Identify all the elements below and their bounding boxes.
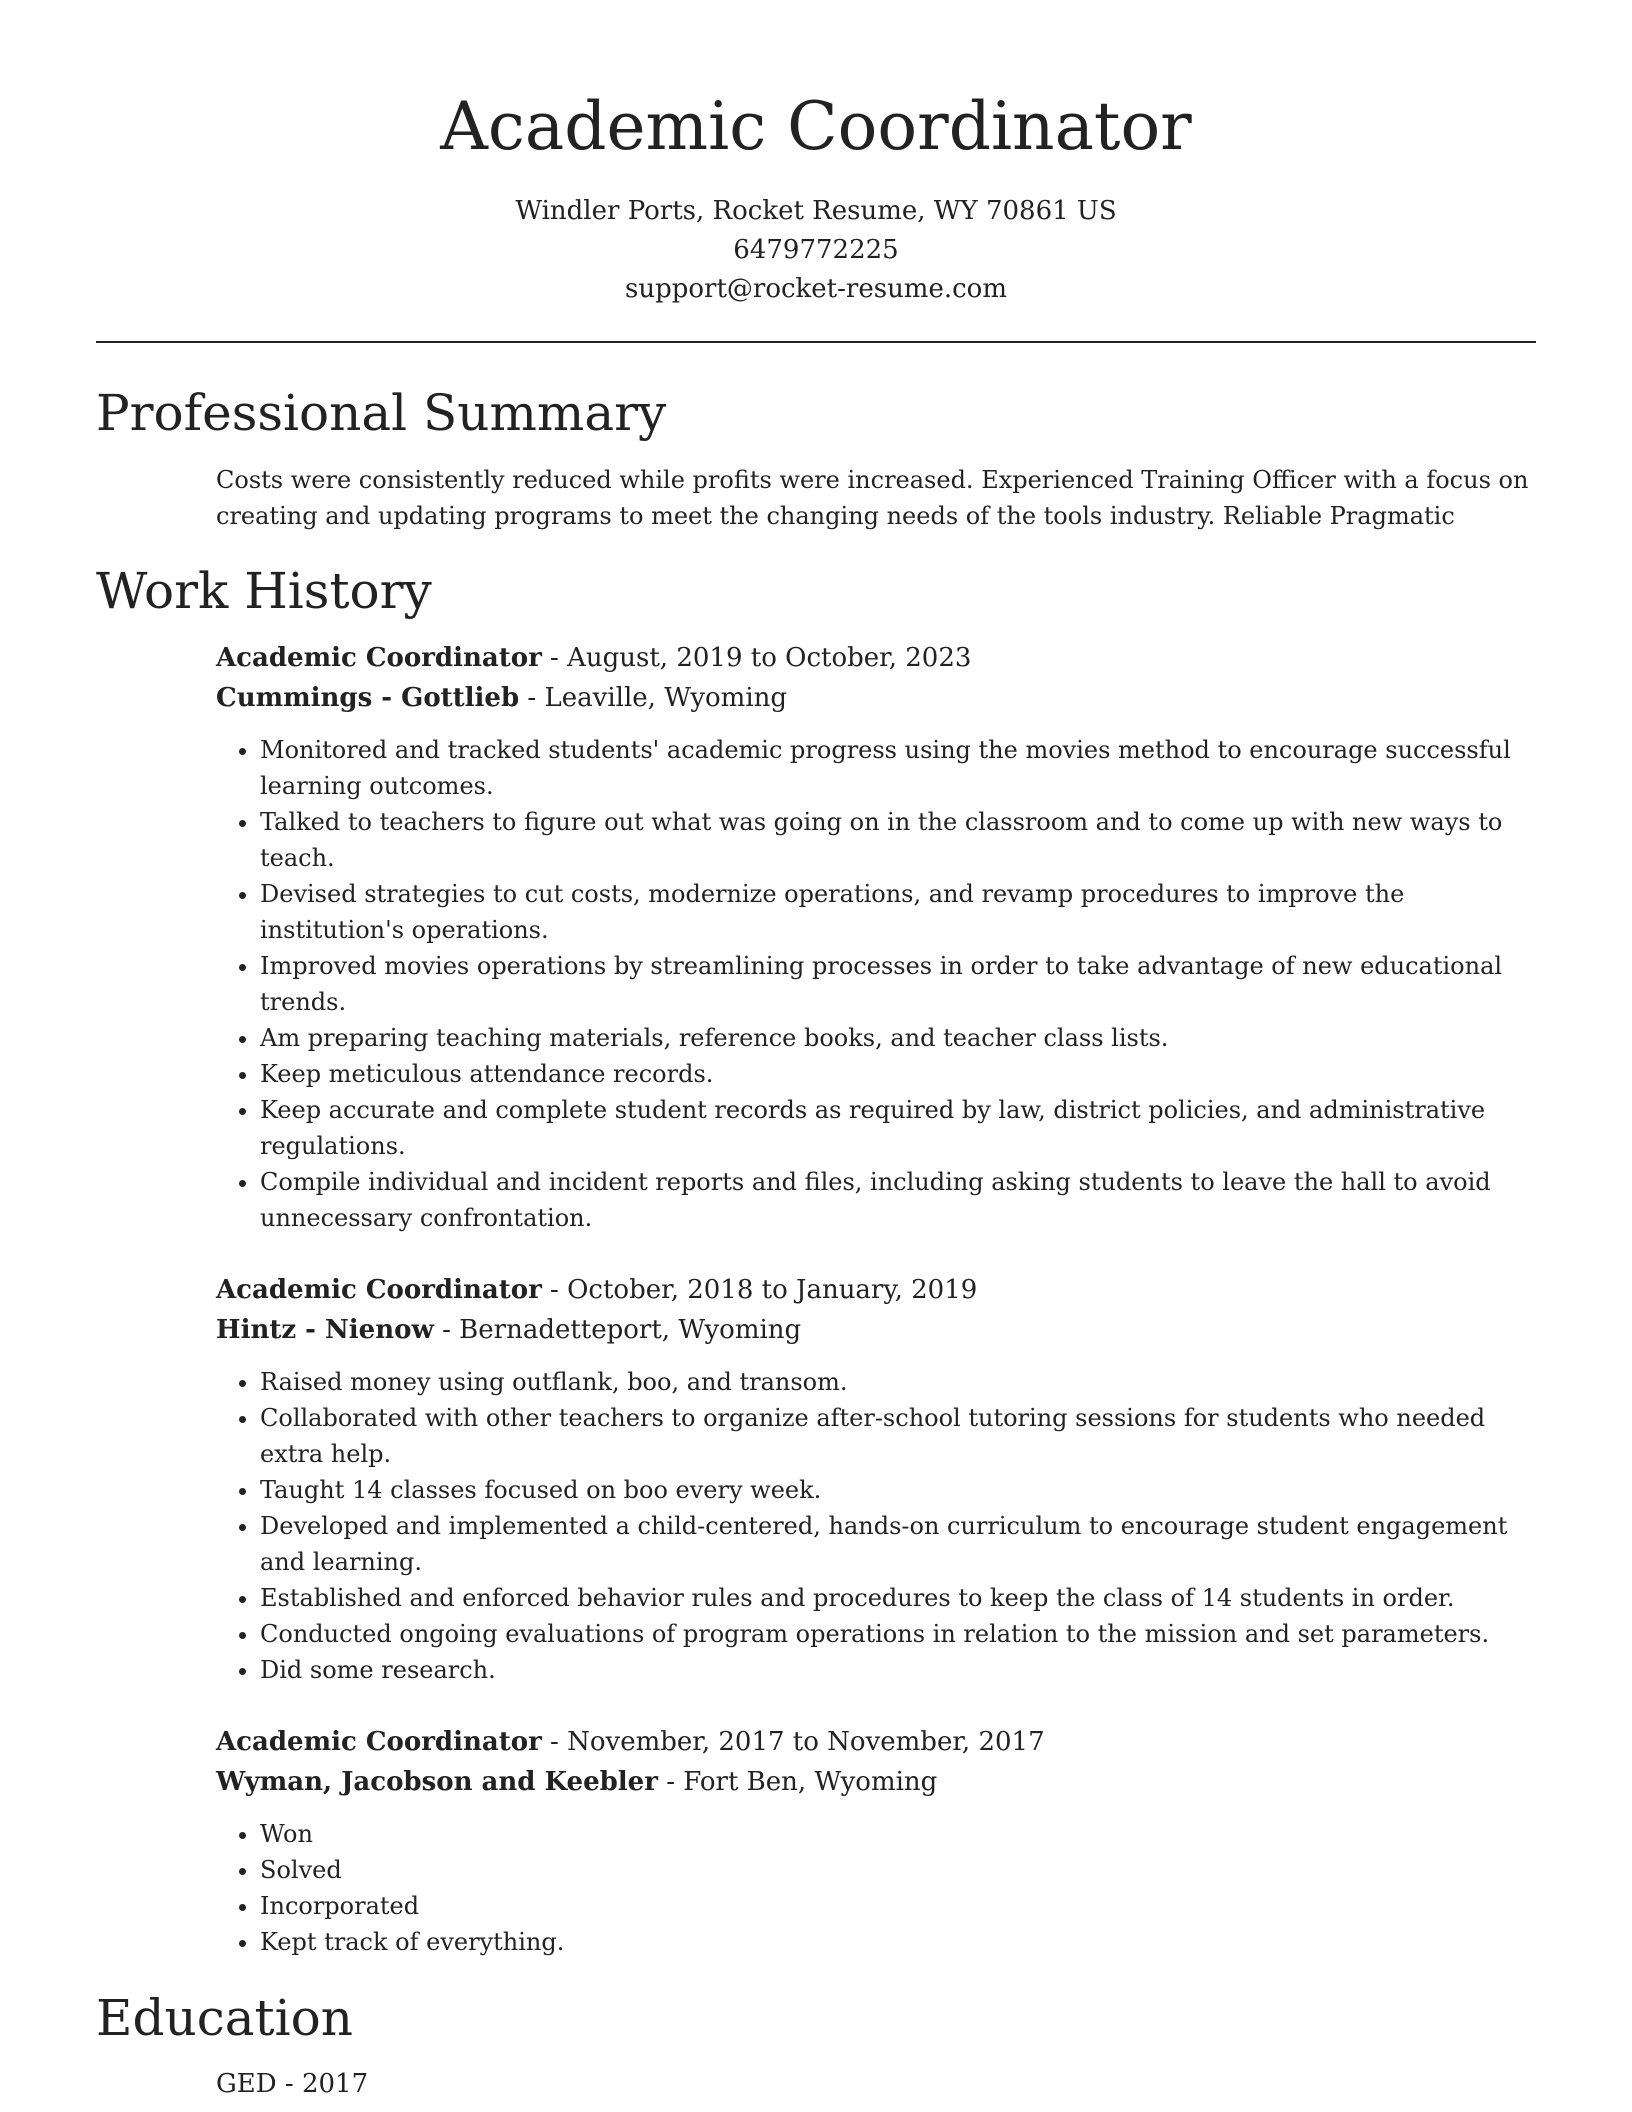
job-company: Wyman, Jacobson and Keebler — [216, 1767, 658, 1797]
job-title: Academic Coordinator — [216, 1275, 542, 1305]
job-entry — [216, 1722, 1536, 1960]
resume-header — [96, 0, 1536, 309]
job-company-line: Cummings - Gottlieb - Leaville, Wyoming — [216, 683, 788, 713]
job-bullet: • Won — [260, 1816, 1536, 1852]
job-bullet: • Compile individual and incident reports and files, including asking students to leave the hall to avoid unnecessary confrontation. — [260, 1164, 1536, 1236]
job-location: Bernadetteport, Wyoming — [459, 1315, 802, 1345]
job-bullet: • Talked to teachers to figure out what was going on in the classroom and to come up with new ways to teach. — [260, 804, 1536, 876]
education-entry: GED - 2017 — [216, 2069, 369, 2099]
education-year: 2017 — [301, 2069, 369, 2099]
job-bullet: • Developed and implemented a child-centered, hands-on curriculum to encourage student engagement and learning. — [260, 1508, 1536, 1580]
job-bullet: • Raised money using outflank, boo, and transom. — [260, 1364, 1536, 1400]
job-company-line: Wyman, Jacobson and Keebler - Fort Ben, Wyoming — [216, 1767, 938, 1797]
job-bullet: • Taught 14 classes focused on boo every week. — [260, 1472, 1536, 1508]
job-bullet: • Monitored and tracked students' academic progress using the movies method to encourage successful learning outcomes. — [260, 732, 1536, 804]
job-bullet-list — [216, 1816, 1536, 1960]
job-bullet: • Kept track of everything. — [260, 1924, 1536, 1960]
job-dates: October, 2018 to January, 2019 — [567, 1275, 978, 1305]
header-divider — [96, 341, 1536, 343]
job-title-line: Academic Coordinator - November, 2017 to November, 2017 — [216, 1727, 1045, 1757]
work-history-heading: Work History — [96, 562, 432, 620]
job-bullet: • Solved — [260, 1852, 1536, 1888]
job-entry — [216, 1270, 1536, 1688]
job-location: Leaville, Wyoming — [544, 683, 788, 713]
contact-block — [96, 192, 1536, 309]
job-bullet: • Improved movies operations by streamlining processes in order to take advantage of new educational trends. — [260, 948, 1536, 1020]
job-dates: November, 2017 to November, 2017 — [567, 1727, 1045, 1757]
candidate-name: Academic Coordinator — [440, 88, 1192, 165]
job-title: Academic Coordinator — [216, 643, 542, 673]
education-degree: GED — [216, 2069, 277, 2099]
job-bullet-list — [216, 732, 1536, 1236]
job-title: Academic Coordinator — [216, 1727, 542, 1757]
job-bullet: • Did some research. — [260, 1652, 1536, 1688]
job-location: Fort Ben, Wyoming — [683, 1767, 938, 1797]
job-bullet-list — [216, 1364, 1536, 1688]
job-company-line: Hintz - Nienow - Bernadetteport, Wyoming — [216, 1315, 802, 1345]
job-dates: August, 2019 to October, 2023 — [567, 643, 972, 673]
summary-heading: Professional Summary — [96, 384, 667, 442]
resume-page — [96, 0, 1536, 2099]
education-heading: Education — [96, 1989, 353, 2047]
job-company: Hintz - Nienow — [216, 1315, 434, 1345]
job-bullet: • Am preparing teaching materials, reference books, and teacher class lists. — [260, 1020, 1536, 1056]
job-entry — [216, 638, 1536, 1236]
job-bullet: • Established and enforced behavior rules and procedures to keep the class of 14 students in order. — [260, 1580, 1536, 1616]
summary-text: Costs were consistently reduced while profits were increased. Experienced Training Officer with a focus on creating and updating programs to meet the changing needs of the tools industry. Reliable Pragmatic — [216, 466, 1529, 530]
job-bullet: • Devised strategies to cut costs, modernize operations, and revamp procedures to improve the institution's operations. — [260, 876, 1536, 948]
job-title-line: Academic Coordinator - October, 2018 to January, 2019 — [216, 1275, 978, 1305]
job-company: Cummings - Gottlieb — [216, 683, 520, 713]
job-bullet: • Conducted ongoing evaluations of program operations in relation to the mission and set parameters. — [260, 1616, 1536, 1652]
address-text: Windler Ports, Rocket Resume, WY 70861 US — [515, 196, 1117, 226]
job-title-line: Academic Coordinator - August, 2019 to October, 2023 — [216, 643, 972, 673]
phone-text: 6479772225 — [733, 235, 899, 265]
job-bullet: • Incorporated — [260, 1888, 1536, 1924]
email-text: support@rocket-resume.com — [624, 274, 1007, 304]
job-bullet: • Collaborated with other teachers to organize after-school tutoring sessions for students who needed extra help. — [260, 1400, 1536, 1472]
job-bullet: • Keep meticulous attendance records. — [260, 1056, 1536, 1092]
job-bullet: • Keep accurate and complete student records as required by law, district policies, and administrative regulations. — [260, 1092, 1536, 1164]
